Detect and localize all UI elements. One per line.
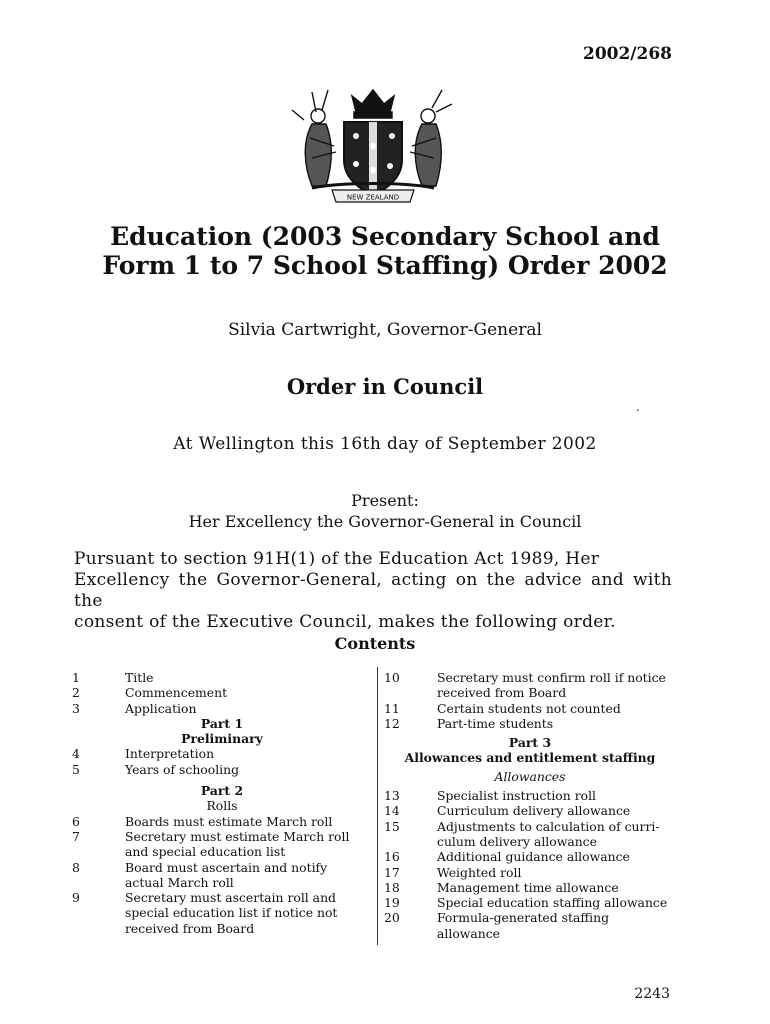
present-label: Present: (351, 491, 419, 510)
pursuant-line-1: Pursuant to section 91H(1) of the Education Act 1989, Her (74, 549, 600, 569)
toc-item[interactable]: 17 Weighted roll (384, 864, 522, 880)
toc-item[interactable]: 3 Application (72, 700, 197, 716)
toc-item[interactable]: 6 Boards must estimate March roll (72, 813, 333, 829)
pursuant-paragraph (74, 549, 672, 633)
title-line-1: Education (2003 Secondary School and (110, 222, 660, 251)
toc-item[interactable]: 14 Curriculum delivery allowance (384, 803, 631, 819)
toc-item[interactable]: 20 Formula-generated staffing allowance (384, 910, 610, 941)
part-2-title: Rolls (206, 798, 238, 814)
toc-item[interactable]: 4 Interpretation (72, 746, 215, 762)
governor-general-line: Silvia Cartwright, Governor-General (228, 320, 542, 340)
part-3-title: Allowances and entitlement staffing (404, 750, 656, 766)
toc-item[interactable]: 9 Secretary must ascertain roll and special education list if notice not received from Board (72, 890, 338, 936)
toc-item[interactable]: 15 Adjustments to calculation of curri- culum delivery allowance (384, 818, 660, 849)
contents-left-column (72, 670, 372, 936)
toc-item[interactable]: 12 Part-time students (384, 715, 554, 731)
toc-item[interactable]: 2 Commencement (72, 685, 228, 701)
pursuant-line-3: consent of the Executive Council, makes the following order. (74, 612, 616, 632)
part-1-title: Preliminary (181, 731, 263, 747)
present-line: Her Excellency the Governor-General in Council (188, 512, 582, 531)
title-line-2: Form 1 to 7 School Staffing) Order 2002 (102, 251, 668, 280)
nz-coat-of-arms-icon (282, 82, 464, 208)
present-block (60, 490, 710, 532)
order-in-council-heading: Order in Council (286, 374, 484, 399)
part-2-label: Part 2 (200, 783, 244, 799)
date-line: At Wellington this 16th day of September 2002 (173, 434, 597, 454)
toc-item[interactable]: 13 Specialist instruction roll (384, 788, 596, 804)
toc-item[interactable]: 16 Additional guidance allowance (384, 849, 630, 865)
toc-item[interactable]: 8 Board must ascertain and notify actual March roll (72, 859, 328, 890)
toc-item[interactable]: 1 Title (72, 670, 154, 685)
toc-item[interactable]: 10 Secretary must confirm roll if notice received from Board (384, 670, 666, 701)
stray-mark: . (636, 400, 640, 414)
toc-item[interactable]: 7 Secretary must estimate March roll and special education list (72, 828, 350, 860)
contents-divider (377, 667, 378, 945)
toc-item[interactable]: 19 Special education staffing allowance (384, 895, 668, 911)
part-1-label: Part 1 (200, 715, 244, 731)
contents-heading: Contents (334, 634, 416, 653)
svg-text:NEW ZEALAND: NEW ZEALAND (346, 193, 400, 202)
part-3-label: Part 3 (508, 735, 552, 751)
instrument-number: 2002/268 (582, 44, 672, 64)
toc-item[interactable]: 18 Management time allowance (384, 879, 619, 895)
order-title (60, 222, 710, 280)
page-number: 2243 (634, 986, 670, 1002)
contents-right-column (384, 670, 676, 941)
toc-item[interactable]: 11 Certain students not counted (384, 700, 621, 716)
pursuant-line-2: Excellency the Governor-General, acting on the advice and with the (74, 570, 672, 611)
allowances-subheading: Allowances (494, 768, 566, 784)
toc-item[interactable]: 5 Years of schooling (72, 761, 240, 777)
